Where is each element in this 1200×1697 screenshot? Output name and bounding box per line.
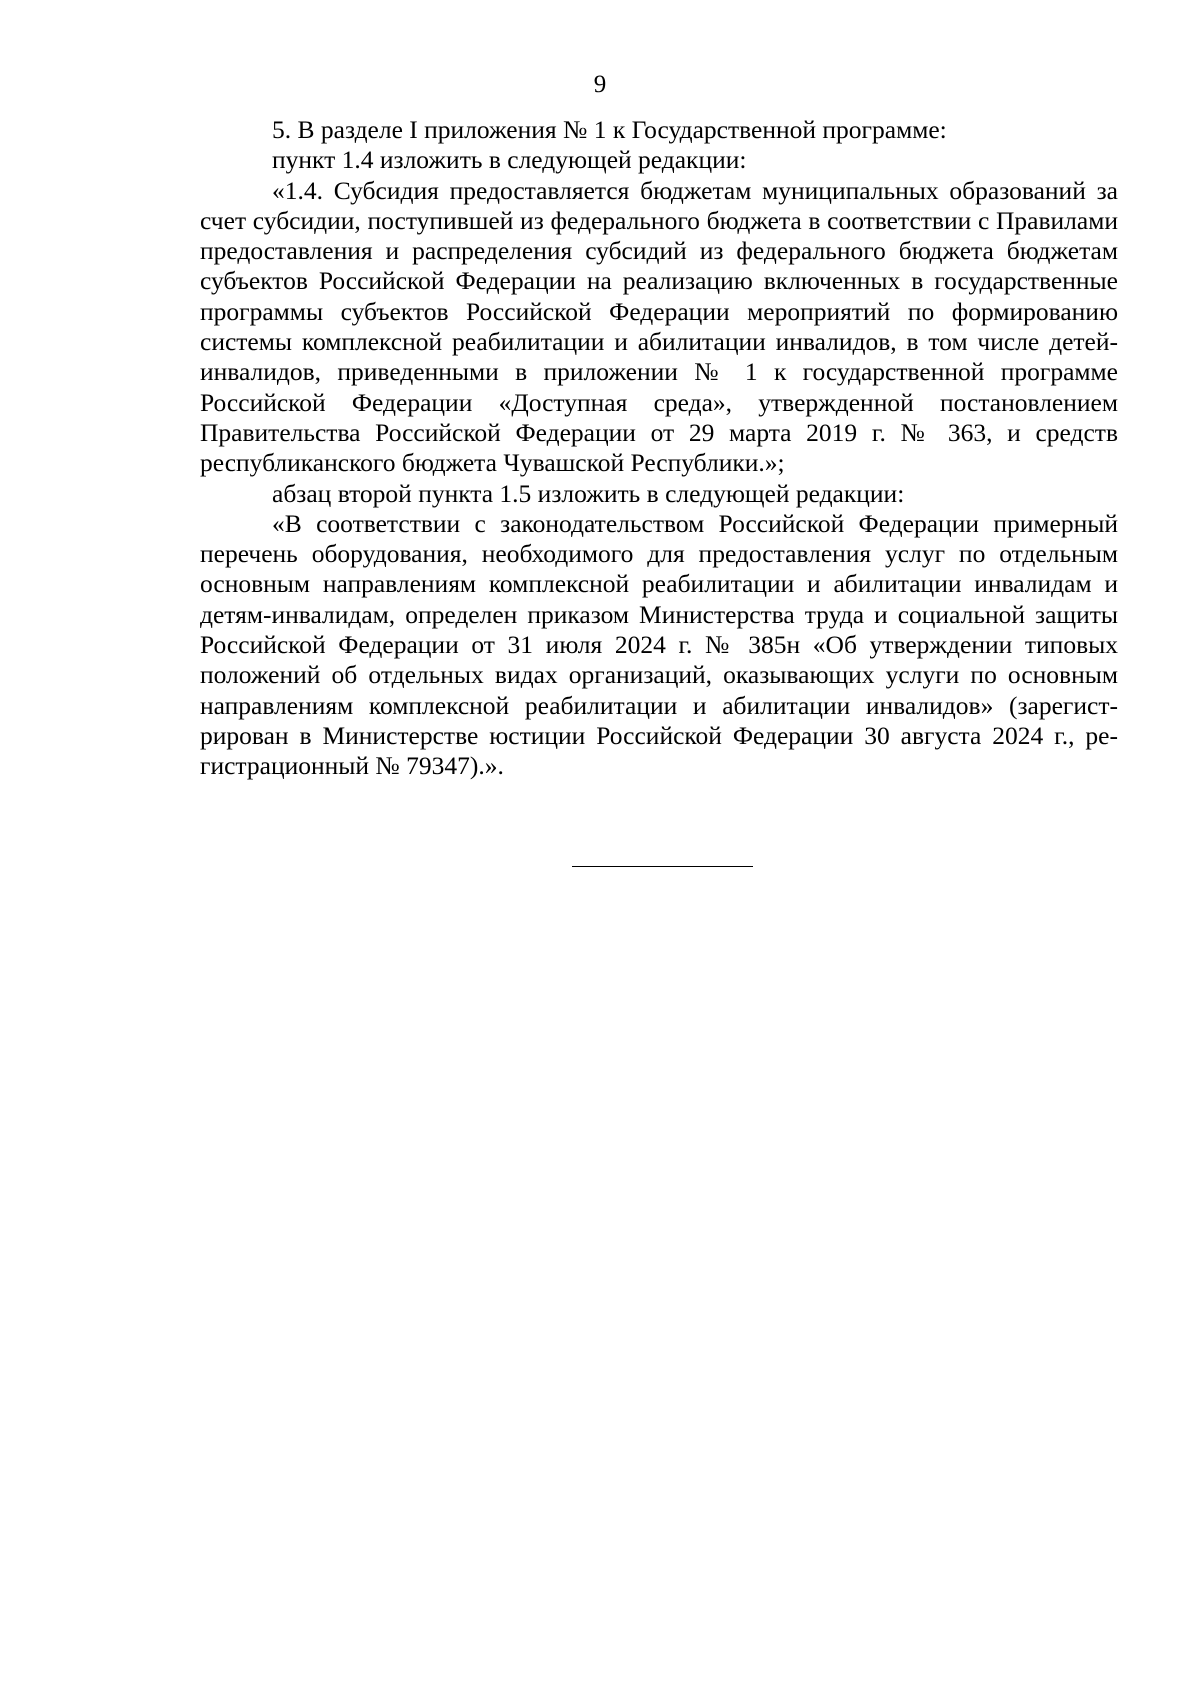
page-number: 9	[593, 71, 607, 98]
end-separator-line	[572, 866, 753, 867]
paragraph-item-1-5-text: «В соответствии с законодательством Российской Федерации примерный перечень оборудования, необходимого для предоставления услуг по отдельным основным направлениям комплексной реабилитации и абилитации инвалидам и детям-инвалидам, определен приказом Министерства труда и социальной защиты Российской Федерации от 31 июля 2024 г. № 385н «Об утверждении типовых положений об отдельных видах организаций, оказывающих услуги по основным направлениям комплексной реабилитации и абилитации инвалидов» (зарегистрирован в Министерстве юстиции Российской Федерации 30 августа 2024 г., регистрационный № 79347).».	[200, 508, 1118, 781]
paragraph-item-1-4-text: «1.4. Субсидия предоставляется бюджетам муниципальных образований за счет субсидии, поступившей из федерального бюджета в соответствии с Правилами предоставления и распределения субсидий из федерального бюджета бюджетам субъектов Российской Федерации на реализацию включенных в государственные программы субъектов Российской Федерации мероприятий по формированию системы комплексной реабилитации и абилитации инвалидов, в том числе детей-инвалидов, приведенными в приложении № 1 к государственной программе Российской Федерации «Доступная среда», утвержденной постановлением Правительства Российской Федерации от 29 марта 2019 г. № 363, и средств республиканского бюджета Чувашской Республики.»;	[200, 175, 1118, 478]
paragraph-item-1-4-intro: пункт 1.4 изложить в следующей редакции:	[272, 145, 747, 175]
paragraph-item-1-5-intro: абзац второй пункта 1.5 изложить в следующей редакции:	[272, 478, 905, 508]
paragraph-section-intro: 5. В разделе I приложения № 1 к Государственной программе:	[272, 115, 947, 144]
document-body	[200, 115, 1118, 782]
